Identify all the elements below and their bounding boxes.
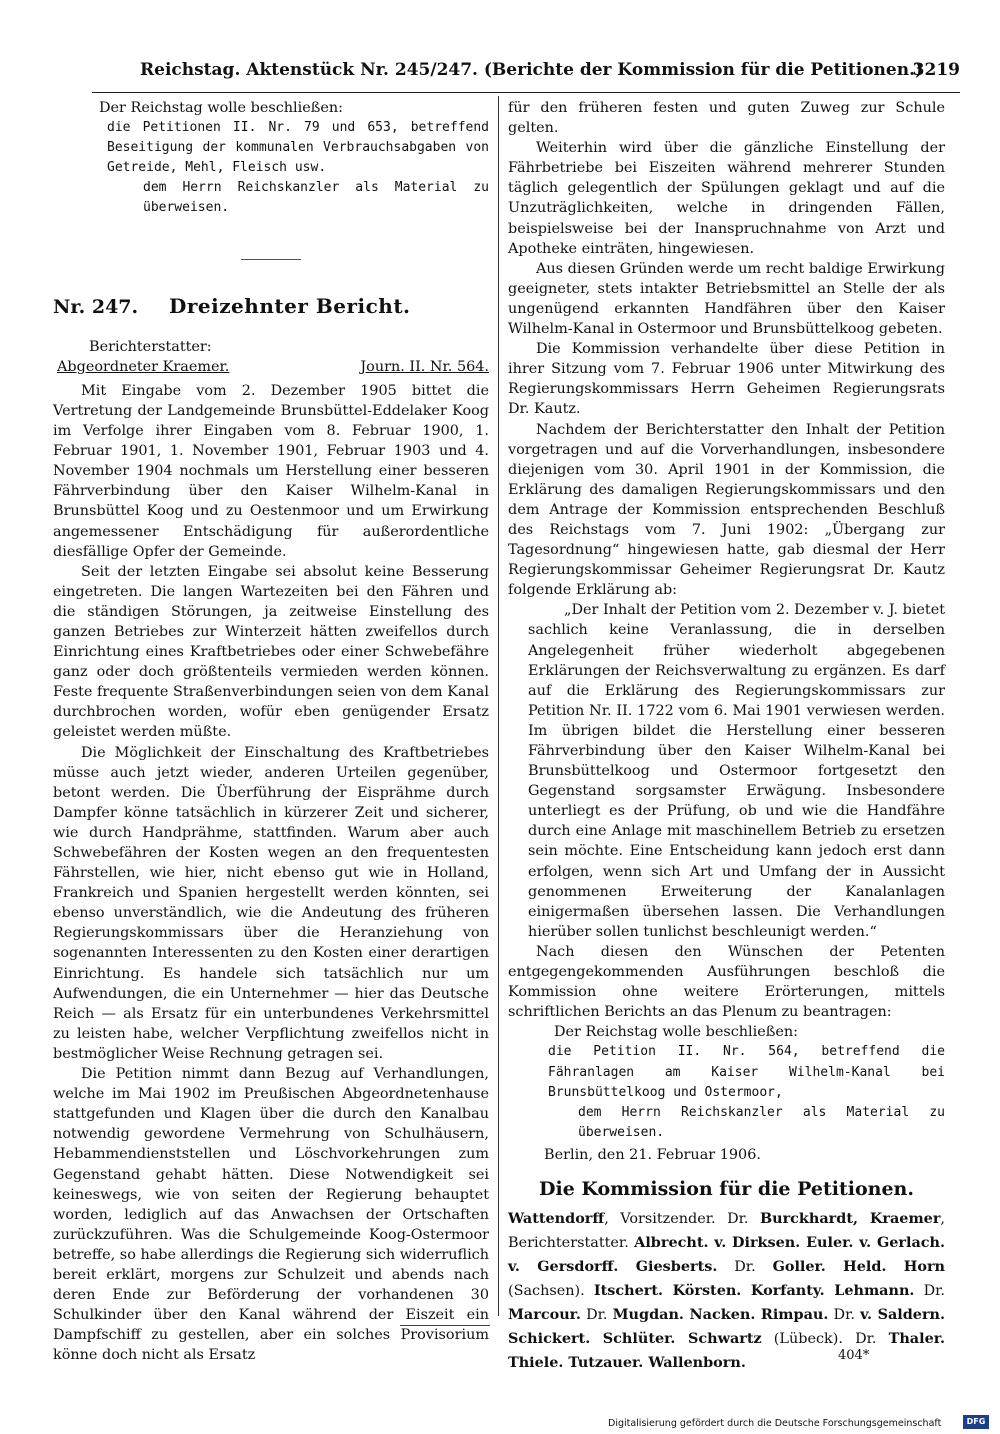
- member-names: Burckhardt, Kraemer: [759, 1210, 941, 1228]
- rapporteur-role: Berichterstatter:: [89, 338, 212, 355]
- place-date: Berlin, den 21. Februar 1906.: [544, 1146, 761, 1163]
- report-number: Nr. 247.: [53, 295, 139, 318]
- member-names: Marcour.: [508, 1306, 581, 1324]
- member-role-text: Dr.: [914, 1283, 945, 1300]
- paragraph: Seit der letzten Eingabe sei absolut keine Besserung eingetreten. Die langen Wartezeiten bei den Fähren und die ständigen Störungen, ja zeitweise Einstellung des ganzen Betriebes zur Winterzeit hätten zweifellos durch Einrichtung eines Kraftbetriebes oder einer Schwebefähre ganz oder doch größtenteils vermieden werden können. Feste frequente Straßenverbindungen seien von dem Kanal durchbrochen worden, wofür eben genügender Ersatz geleistet werden müßte.: [53, 563, 489, 741]
- member-role-text: , Berichterstatter.: [508, 1211, 945, 1252]
- journal-ref: Journ. II. Nr. 564.: [360, 358, 489, 375]
- section-separator: [241, 259, 301, 260]
- member-names: Mugdan. Nacken. Rimpau.: [612, 1306, 829, 1324]
- prev-motion-body: die Petitionen II. Nr. 79 und 653, betreffend Beseitigung der kommunalen Verbrauchsabgaben von Getreide, Mehl, Fleisch usw.: [107, 120, 489, 176]
- end-rule: [400, 1325, 490, 1326]
- rapporteur-name: Abgeordneter Kraemer.: [57, 358, 230, 375]
- member-names: v. Saldern. Schickert. Schlüter. Schwartz: [508, 1306, 946, 1348]
- motion-end: dem Herrn Reichskanzler als Material zu überweisen.: [578, 1104, 945, 1140]
- sheet-number: 404*: [838, 1348, 870, 1363]
- member-names: Albrecht. v. Dirksen. Euler. v. Gerlach. v. Gersdorff. Giesberts.: [508, 1234, 945, 1276]
- commission-title: Die Kommission für die Petitionen.: [539, 1177, 914, 1200]
- report-title: Dreizehnter Bericht.: [169, 293, 411, 318]
- paragraph: Nachdem der Berichterstatter den Inhalt der Petition vorgetragen und auf die Vorverhandlungen, insbesondere diejenigen vom 30. April 1901 in der Kommission, die Erklärung des damaligen Regierungskommissars und den dem Antrage der Kommission entsprechenden Beschluß des Reichstags vom 7. Juni 1902: „Übergang zur Tagesordnung“ hingewiesen hatte, gab diesmal der Herr Regierungskommissar Geheimer Regierungsrat Dr. Kautz folgende Erklärung ab:: [508, 421, 945, 599]
- commission-members: [508, 1207, 945, 1375]
- member-names: Goller. Held. Horn: [772, 1258, 945, 1276]
- running-header: [140, 60, 960, 86]
- paragraph: für den früheren festen und guten Zuweg zur Schule gelten.: [508, 100, 945, 137]
- page-number: 3219: [912, 60, 960, 80]
- paragraph: Die Petition nimmt dann Bezug auf Verhandlungen, welche im Mai 1902 im Preußischen Abgeordnetenhause stattgefunden und Klagen über die durch den Kanalbau notwendig gewordene Vermehrung von Schulhäusern, Hebammendienststellen und Löschvorkehrungen zum Gegenstand gehabt hätten. Diese Notwendigkeit sei keineswegs, wie von seiten der Regierung behauptet worden, lediglich auf das Anwachsen der Ortschaften zurückzuführen. Was die Schulgemeinde Koog-Ostermoor betreffe, so habe allerdings die Regierung sich widerruflich bereit erklärt, morgens zur Schulzeit und abends nach deren Ende zur Beförderung der vorhandenen 30 Schulkinder über den Kanal während der Eiszeit ein Dampfschiff zu gestellen, aber ein solches Provisorium könne doch nicht als Ersatz: [53, 1066, 489, 1364]
- paragraph: Die Möglichkeit der Einschaltung des Kraftbetriebes müsse auch jetzt wieder, anderen Urteilen gegenüber, betont werden. Die Überführung der Eisprähme durch Dampfer könne tatsächlich in kürzerer Zeit und sicherer, wie durch Handprähme, stattfinden. Warum aber auch Schwebefähren der Kosten wegen an den frequentesten Fährstellen, wie hier, nicht ebenso gut wie in Holland, Frankreich und Spanien hergestellt werden könnten, sei ebenso unverständlich, wie die Andeutung des früheren Regierungskommissars über die Heranziehung von sogenannten Interessenten zu den Kosten einer derartigen Einrichtung. Es handele sich tatsächlich nur um Aufwendungen, die ein Unternehmer — hier das Deutsche Reich — als Ersatz für ein unterbundenes Verkehrsmittel zu leisten habe, welcher Verpflichtung zweifellos nicht in bestmöglicher Weise Rechnung getragen sei.: [53, 744, 489, 1062]
- member-role-text: , Vorsitzender. Dr.: [604, 1211, 760, 1228]
- prev-motion-end: dem Herrn Reichskanzler als Material zu überweisen.: [143, 180, 489, 216]
- paragraph: Die Kommission verhandelte über diese Petition in ihrer Sitzung vom 7. Februar 1906 unter Mitwirkung des Regierungskommissars Herrn Geheimen Regierungsrats Dr. Kautz.: [508, 341, 945, 418]
- member-role-text: Dr.: [828, 1307, 861, 1324]
- column-divider: [498, 96, 499, 1316]
- member-role-text: Dr.: [580, 1307, 613, 1324]
- header-title: Reichstag. Aktenstück Nr. 245/247. (Berichte der Kommission für die Petitionen.): [140, 60, 924, 80]
- member-role-text: (Lübeck). Dr.: [761, 1331, 889, 1348]
- paragraph: Mit Eingabe vom 2. Dezember 1905 bittet die Vertretung der Landgemeinde Brunsbüttel-Eddelaker Koog im Verfolge ihrer Eingaben vom 8. Februar 1900, 1. Februar 1901, 1. November 1901, Februar 1903 und 4. November 1904 nochmals um Herstellung einer besseren Fährverbindung über den Kaiser Wilhelm-Kanal in Brunsbüttel Koog und zu Oestenmoor und um Erwirkung angemessener Entschädigung für außerordentliche diesfällige Opfer der Gemeinde.: [53, 382, 489, 560]
- member-names: Itschert. Körsten. Korfanty. Lehmann.: [593, 1282, 915, 1300]
- report-heading: [53, 293, 489, 318]
- paragraph: Nach diesen den Wünschen der Petenten entgegengekommenden Ausführungen beschloß die Kommission ohne weitere Erörterungen, mittels schriftlichen Berichts an das Plenum zu beantragen:: [508, 943, 945, 1021]
- left-column: [53, 98, 489, 1365]
- digitization-credit: Digitalisierung gefördert durch die Deutsche Forschungsgemeinschaft: [608, 1418, 942, 1429]
- paragraph: Weiterhin wird über die gänzliche Einstellung der Fährbetriebe bei Eiszeiten während mehrerer Stunden täglich gelegentlich der Spülungen geklagt und auf die Unzuträglichkeiten, welche in dringenden Fällen, beispielsweise bei der Inanspruchnahme von Arzt und Apotheke einträten, hingewiesen.: [508, 140, 945, 257]
- header-rule: [92, 92, 960, 93]
- paragraph: Aus diesen Gründen werde um recht baldige Erwirkung geeigneter, stets intakter Betriebsmittel an Stelle der als ungenügend erkannten Handfähren über den Kaiser Wilhelm-Kanal in Ostermoor und Brunsbüttelkoog gebeten.: [508, 260, 945, 338]
- government-statement-quote: „Der Inhalt der Petition vom 2. Dezember v. J. bietet sachlich keine Veranlassung, die in derselben Angelegenheit früher wiederholt abgegebenen Erklärungen der Reichsverwaltung zu ergänzen. Es darf auf die Erklärung des Regierungskommissars zur Petition Nr. II. 1722 vom 6. Mai 1901 verwiesen werden. Im übrigen bildet die Herstellung einer besseren Fährverbindung über den Kaiser Wilhelm-Kanal bei Brunsbüttelkoog und Ostermoor fortgesetzt den Gegenstand sorgsamster Erwägung. Insbesondere unterliegt es der Prüfung, ob und wie die Handfähre durch eine Anlage mit maschinellem Betrieb zu ersetzen sein möchte. Eine Entscheidung kann jedoch erst dann erfolgen, wenn sich Art und Umfang der in Aussicht genommenen Erweiterung der Kanalanlagen einigermaßen übersehen lassen. Die Verhandlungen hierüber sollen tunlichst beschleunigt werden.“: [528, 602, 945, 940]
- member-names: Thaler. Thiele. Tutzauer. Wallenborn.: [508, 1330, 945, 1372]
- dfg-logo: DFG: [963, 1415, 989, 1429]
- motion-body: die Petition II. Nr. 564, betreffend die Fähranlagen am Kaiser Wilhelm-Kanal bei Brunsbüttelkoog und Ostermoor,: [548, 1044, 945, 1100]
- member-role-text: (Sachsen).: [508, 1283, 594, 1300]
- motion-label: Der Reichstag wolle beschließen:: [554, 1024, 799, 1041]
- prev-motion-label: Der Reichstag wolle beschließen:: [99, 100, 344, 116]
- member-names: Wattendorff: [508, 1210, 605, 1228]
- right-column: [508, 98, 945, 1375]
- member-role-text: Dr.: [717, 1259, 773, 1276]
- rapporteur-line: [53, 357, 489, 377]
